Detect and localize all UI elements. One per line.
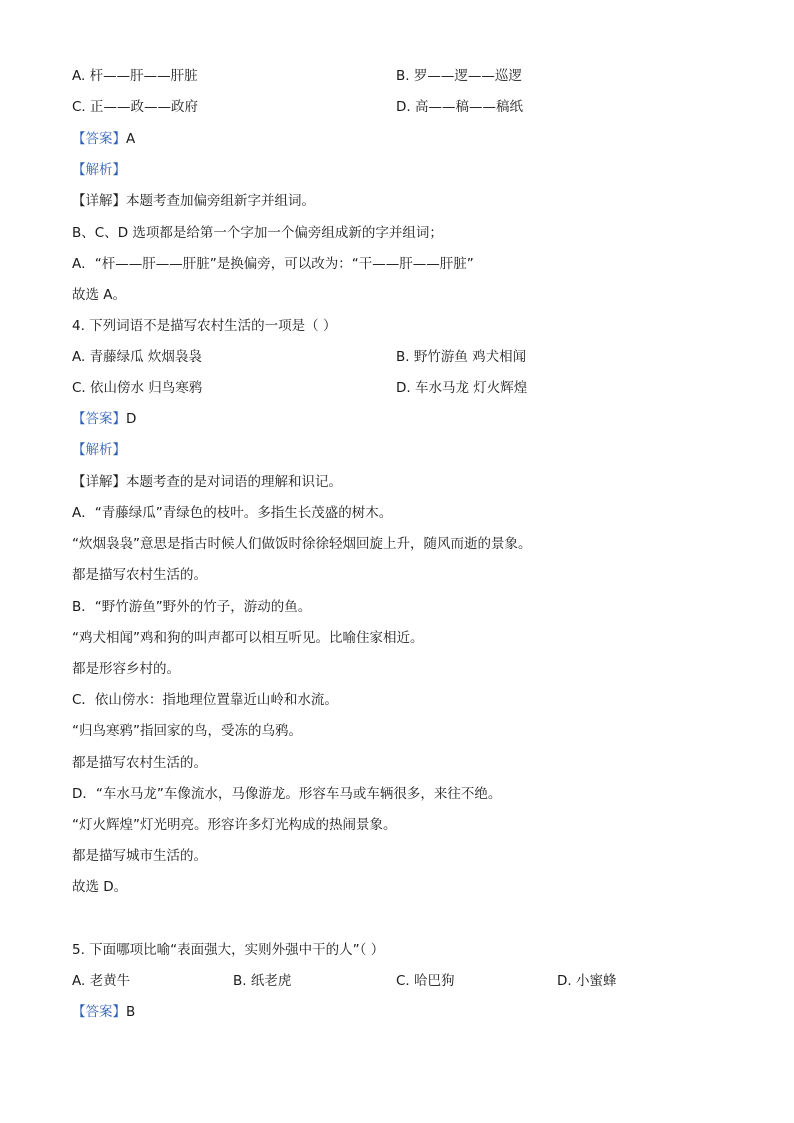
q4-explanation-line: 都是描写农村生活的。 bbox=[72, 755, 207, 771]
answer-value: B bbox=[126, 1004, 136, 1020]
q4-answer bbox=[72, 409, 136, 429]
answer-value: A bbox=[126, 131, 136, 147]
q5-question: 5. 下面哪项比喻“表面强大，实则外强中干的人”（ ） bbox=[72, 942, 385, 958]
q4-option-d: D. 车水马龙 灯火辉煌 bbox=[396, 380, 528, 396]
q4-explanation-line: A．“青藤绿瓜”青绿色的枝叶。多指生长茂盛的树木。 bbox=[72, 505, 393, 521]
q3-answer bbox=[72, 129, 135, 149]
q3-analysis-heading bbox=[72, 160, 126, 180]
q4-explanation-line: 都是形容乡村的。 bbox=[72, 661, 180, 677]
q4-conclusion: 故选 D。 bbox=[72, 879, 128, 895]
detail-tag: 【详解】 bbox=[72, 193, 126, 209]
q5-option-d: D. 小蜜蜂 bbox=[557, 973, 617, 989]
answer-tag: 【答案】 bbox=[72, 131, 126, 147]
q4-detail bbox=[72, 472, 342, 492]
q5-option-b: B. 纸老虎 bbox=[233, 973, 292, 989]
detail-text: 本题考查加偏旁组新字并组词。 bbox=[126, 193, 315, 209]
q5-answer bbox=[72, 1002, 135, 1022]
q3-conclusion: 故选 A。 bbox=[72, 287, 127, 303]
detail-tag: 【详解】 bbox=[72, 474, 126, 490]
q4-explanation-line: “鸡犬相闻”鸡和狗的叫声都可以相互听见。比喻住家相近。 bbox=[72, 630, 424, 646]
answer-value: D bbox=[126, 411, 137, 427]
q3-explanation-line: A．“杆——肝——肝脏”是换偏旁，可以改为：“干——肝——肝脏” bbox=[72, 256, 474, 272]
q4-explanation-line: 都是描写农村生活的。 bbox=[72, 567, 207, 583]
q3-option-c: C. 正——政——政府 bbox=[72, 99, 199, 115]
q4-explanation-line: “炊烟袅袅”意思是指古时候人们做饭时徐徐轻烟回旋上升，随风而逝的景象。 bbox=[72, 536, 532, 552]
q3-option-b: B. 罗——逻——巡逻 bbox=[396, 68, 522, 84]
answer-tag: 【答案】 bbox=[72, 411, 126, 427]
q5-option-c: C. 哈巴狗 bbox=[396, 973, 455, 989]
detail-text: 本题考查的是对词语的理解和识记。 bbox=[126, 474, 342, 490]
answer-tag: 【答案】 bbox=[72, 1004, 126, 1020]
q4-option-c: C. 依山傍水 归鸟寒鸦 bbox=[72, 380, 203, 396]
q4-explanation-line: B．“野竹游鱼”野外的竹子，游动的鱼。 bbox=[72, 599, 312, 615]
q4-explanation-line: “灯火辉煌”灯光明亮。形容许多灯光构成的热闹景象。 bbox=[72, 817, 397, 833]
q4-explanation-line: D．“车水马龙”车像流水，马像游龙。形容车马或车辆很多，来往不绝。 bbox=[72, 786, 502, 802]
q3-explanation-line: B、C、D 选项都是给第一个字加一个偏旁组成新的字并组词； bbox=[72, 225, 443, 241]
analysis-tag: 【解析】 bbox=[72, 162, 126, 178]
q4-option-b: B. 野竹游鱼 鸡犬相闻 bbox=[396, 349, 527, 365]
q4-explanation-line: 都是描写城市生活的。 bbox=[72, 848, 207, 864]
q4-explanation-line: C．依山傍水：指地理位置靠近山岭和水流。 bbox=[72, 692, 338, 708]
q4-question: 4. 下列词语不是描写农村生活的一项是（ ） bbox=[72, 318, 337, 334]
analysis-tag: 【解析】 bbox=[72, 442, 126, 458]
q3-detail bbox=[72, 191, 315, 211]
q4-option-a: A. 青藤绿瓜 炊烟袅袅 bbox=[72, 349, 202, 365]
q3-option-d: D. 高——稿——稿纸 bbox=[396, 99, 523, 115]
q4-explanation-line: “归鸟寒鸦”指回家的鸟，受冻的乌鸦。 bbox=[72, 723, 302, 739]
q3-option-a: A. 杆——肝——肝脏 bbox=[72, 68, 198, 84]
q5-option-a: A. 老黄牛 bbox=[72, 973, 131, 989]
q4-analysis-heading bbox=[72, 440, 126, 460]
